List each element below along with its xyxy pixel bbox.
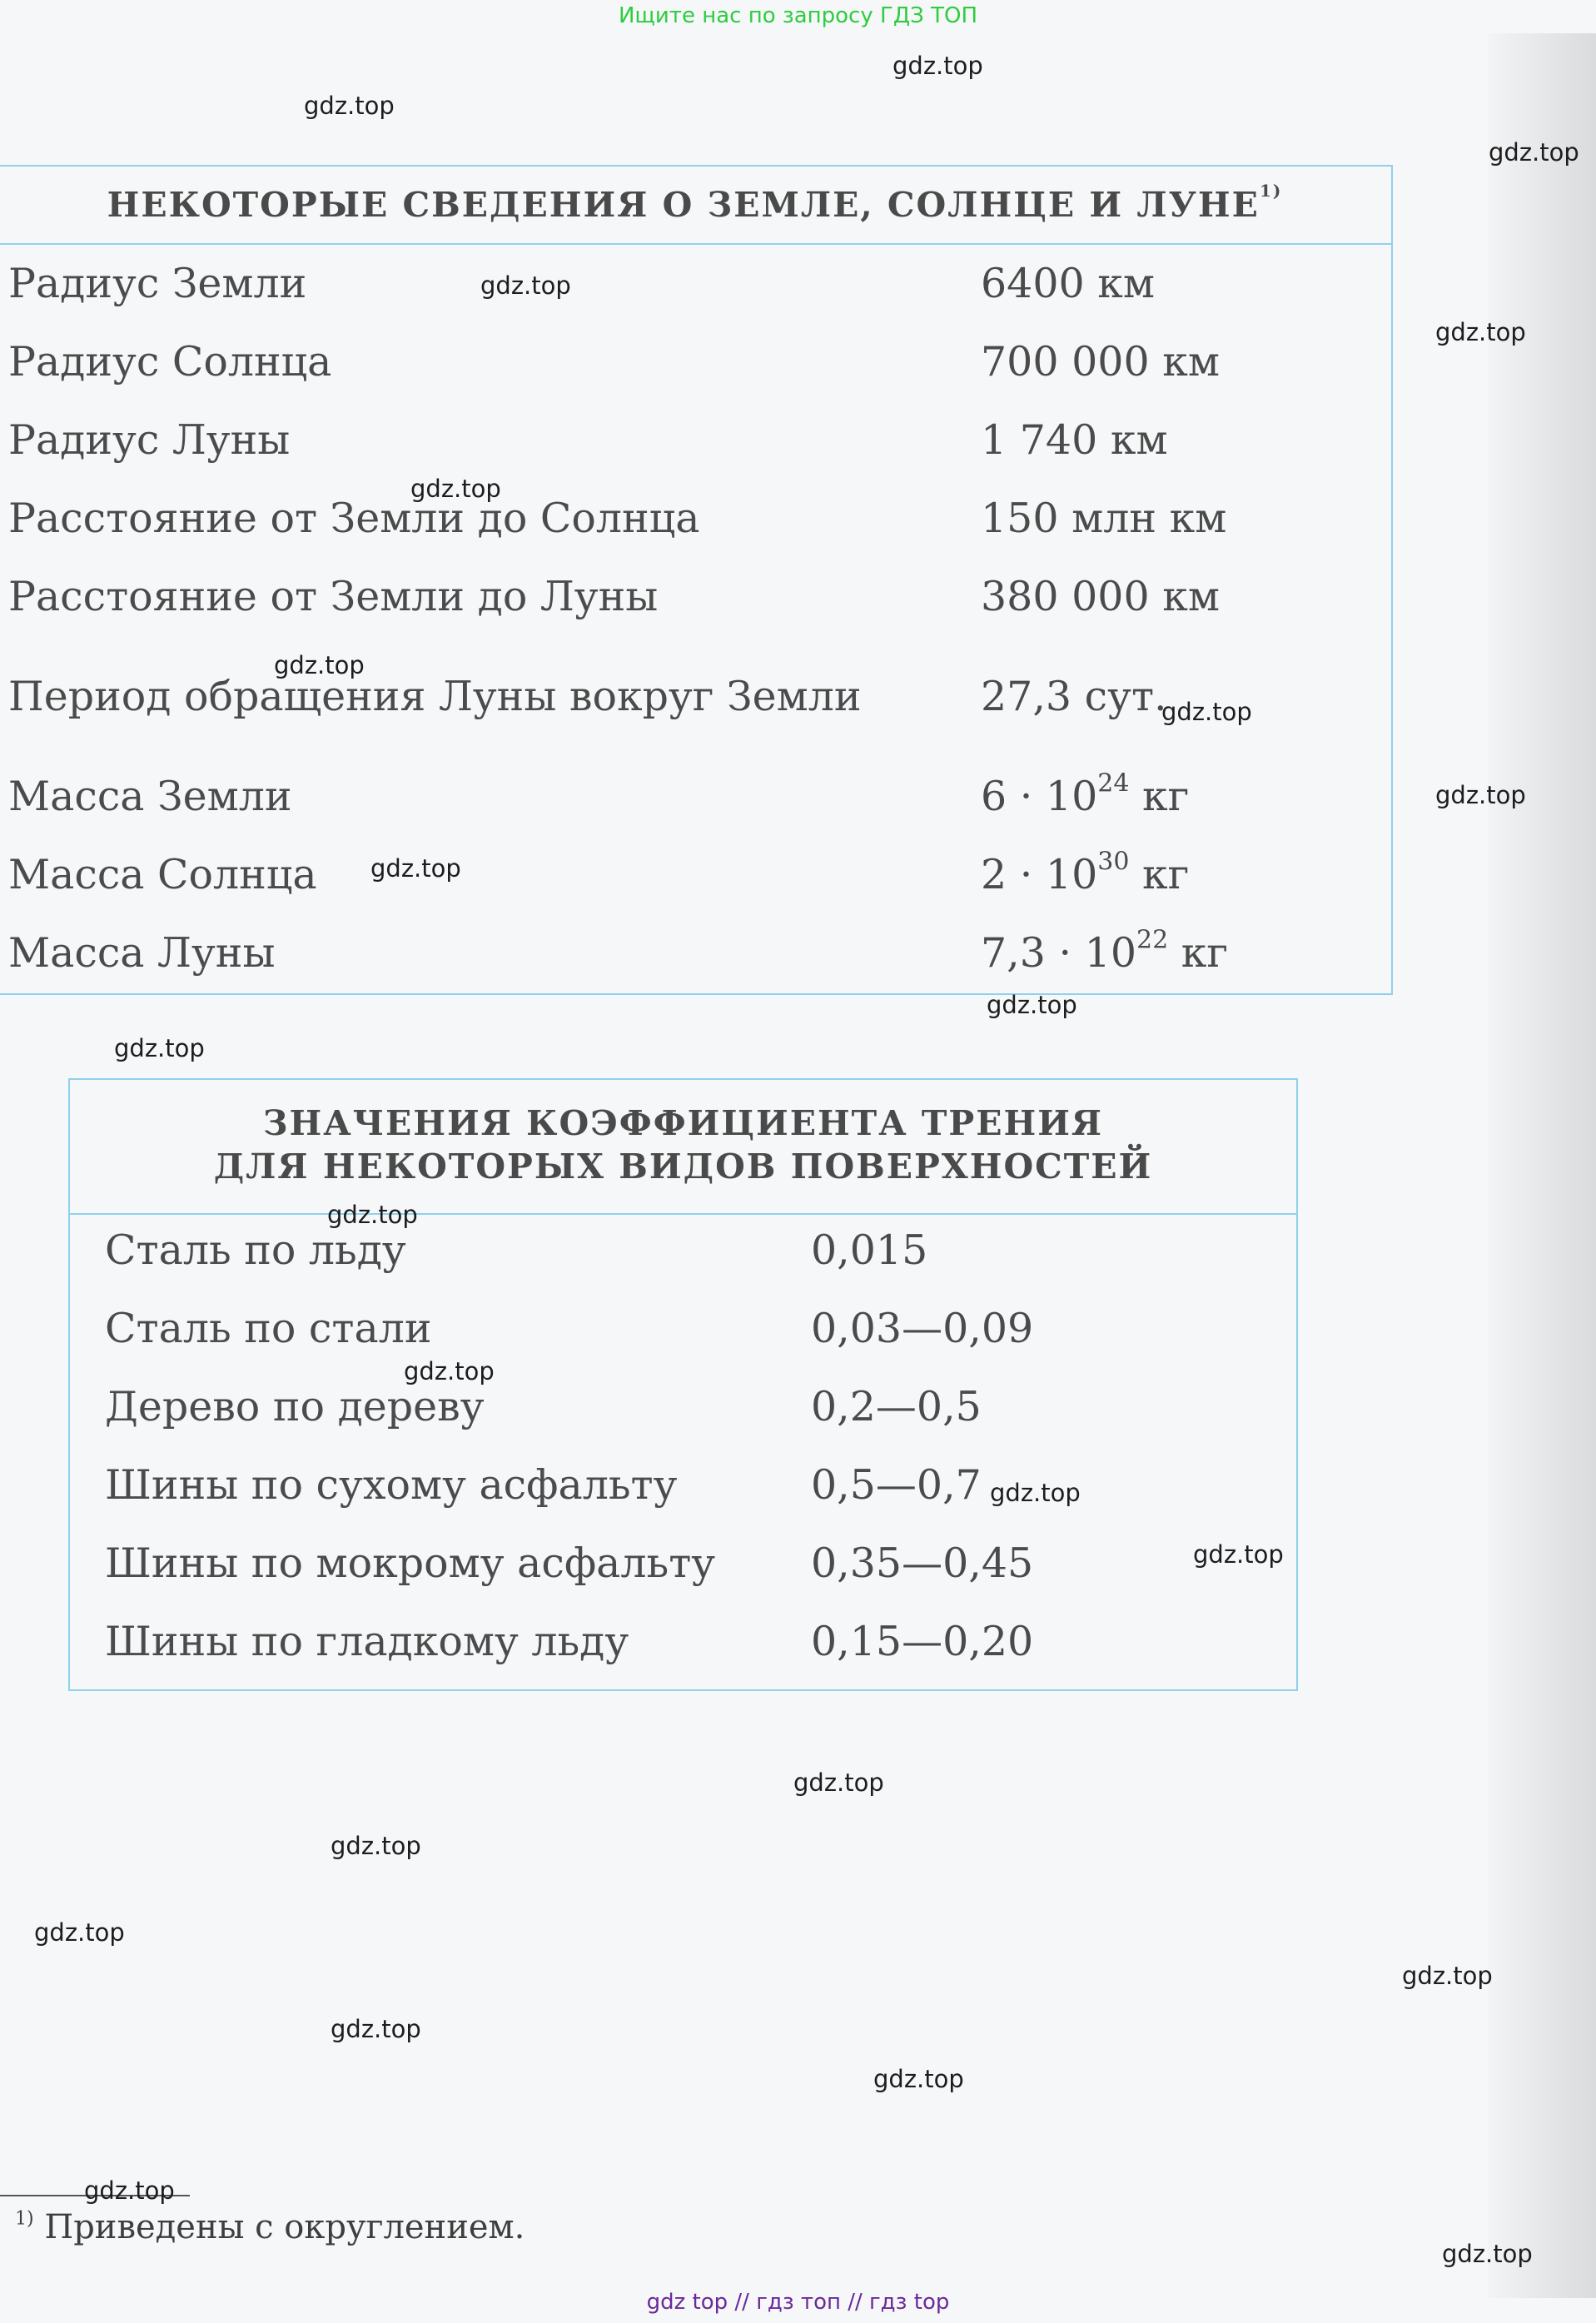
top-banner[interactable]: Ищите нас по запросу ГДЗ ТОП bbox=[618, 3, 978, 28]
watermark: gdz.top bbox=[327, 1201, 418, 1229]
table2-row-value: 0,15—0,20 bbox=[811, 1618, 1034, 1665]
table2-row-value: 0,35—0,45 bbox=[811, 1540, 1034, 1587]
watermark: gdz.top bbox=[1489, 138, 1579, 167]
watermark: gdz.top bbox=[84, 2176, 175, 2205]
watermark: gdz.top bbox=[1435, 781, 1526, 809]
footnote bbox=[15, 2208, 525, 2246]
table1-header bbox=[0, 167, 1391, 245]
table2-row-value: 0,2—0,5 bbox=[811, 1383, 982, 1430]
table1-row-value: 150 млн км bbox=[981, 495, 1227, 542]
watermark: gdz.top bbox=[1161, 698, 1252, 726]
table2-row-label: Шины по гладкому льду bbox=[105, 1618, 629, 1665]
table1-row-value: $6 \cdot 10^{24}$ кг bbox=[981, 769, 1190, 820]
table1-row-value: 27,3 сут. bbox=[981, 673, 1167, 720]
watermark: gdz.top bbox=[331, 1832, 421, 1860]
watermark: gdz.top bbox=[34, 1918, 125, 1947]
table2-title-line2: ДЛЯ НЕКОТОРЫХ ВИДОВ ПОВЕРХНОСТЕЙ bbox=[213, 1147, 1153, 1186]
table1-row-label: Расстояние от Земли до Солнца bbox=[8, 495, 700, 542]
table1-row-value: 1 740 км bbox=[981, 416, 1168, 464]
table2-row-value: 0,5—0,7 bbox=[811, 1461, 982, 1509]
table1-row-label: Масса Земли bbox=[8, 773, 292, 820]
table1-title: НЕКОТОРЫЕ СВЕДЕНИЯ О ЗЕМЛЕ, СОЛНЦЕ И ЛУНЕ bbox=[107, 185, 1260, 225]
watermark: gdz.top bbox=[793, 1768, 884, 1797]
footnote-mark: 1) bbox=[15, 2208, 34, 2230]
table1-row-value: $7,3 \cdot 10^{22}$ кг bbox=[981, 925, 1229, 977]
page-edge-shadow bbox=[1488, 33, 1596, 2298]
bottom-links[interactable]: gdz top // гдз топ // гдз top bbox=[646, 2290, 950, 2315]
watermark: gdz.top bbox=[410, 475, 501, 503]
watermark: gdz.top bbox=[1442, 2240, 1533, 2268]
table1-row-label: Масса Луны bbox=[8, 929, 276, 977]
watermark: gdz.top bbox=[370, 854, 461, 883]
table1-row-value: 700 000 км bbox=[981, 338, 1220, 386]
watermark: gdz.top bbox=[1193, 1540, 1284, 1569]
watermark: gdz.top bbox=[1435, 318, 1526, 346]
table1-row-label: Радиус Луны bbox=[8, 416, 291, 464]
footnote-text: Приведены с округлением. bbox=[44, 2208, 525, 2246]
table1-row-label: Радиус Солнца bbox=[8, 338, 332, 386]
table2-row-label: Сталь по льду bbox=[105, 1226, 406, 1274]
table1-row-value: 6400 км bbox=[981, 260, 1156, 307]
watermark: gdz.top bbox=[480, 271, 571, 300]
table1-row-label: Период обращения Луны вокруг Земли bbox=[8, 673, 862, 720]
watermark: gdz.top bbox=[1402, 1962, 1493, 1990]
table2-row-label: Шины по сухому асфальту bbox=[105, 1461, 678, 1509]
table2-row-value: 0,03—0,09 bbox=[811, 1305, 1034, 1352]
watermark: gdz.top bbox=[873, 2065, 964, 2093]
table2-row-label: Шины по мокрому асфальту bbox=[105, 1540, 716, 1587]
table2-title-line1: ЗНАЧЕНИЯ КОЭФФИЦИЕНТА ТРЕНИЯ bbox=[262, 1103, 1104, 1143]
watermark: gdz.top bbox=[274, 651, 365, 679]
watermark: gdz.top bbox=[892, 52, 983, 80]
table1-row-value: 380 000 км bbox=[981, 573, 1220, 620]
table2-row-label: Дерево по дереву bbox=[105, 1383, 485, 1430]
watermark: gdz.top bbox=[114, 1034, 205, 1062]
table1-row-label: Масса Солнца bbox=[8, 851, 317, 898]
table1-row-label: Радиус Земли bbox=[8, 260, 307, 307]
table2-row-label: Сталь по стали bbox=[105, 1305, 432, 1352]
earth-sun-moon-table bbox=[0, 165, 1393, 995]
watermark: gdz.top bbox=[331, 2015, 421, 2043]
table1-title-note: 1) bbox=[1259, 181, 1283, 201]
watermark: gdz.top bbox=[987, 991, 1077, 1019]
table2-header bbox=[70, 1080, 1296, 1215]
table1-row-value: $2 \cdot 10^{30}$ кг bbox=[981, 847, 1190, 898]
watermark: gdz.top bbox=[990, 1479, 1081, 1507]
watermark: gdz.top bbox=[304, 92, 395, 120]
table1-row-label: Расстояние от Земли до Луны bbox=[8, 573, 659, 620]
table2-row-value: 0,015 bbox=[811, 1226, 928, 1274]
watermark: gdz.top bbox=[404, 1357, 495, 1385]
friction-coefficient-table bbox=[68, 1078, 1298, 1691]
